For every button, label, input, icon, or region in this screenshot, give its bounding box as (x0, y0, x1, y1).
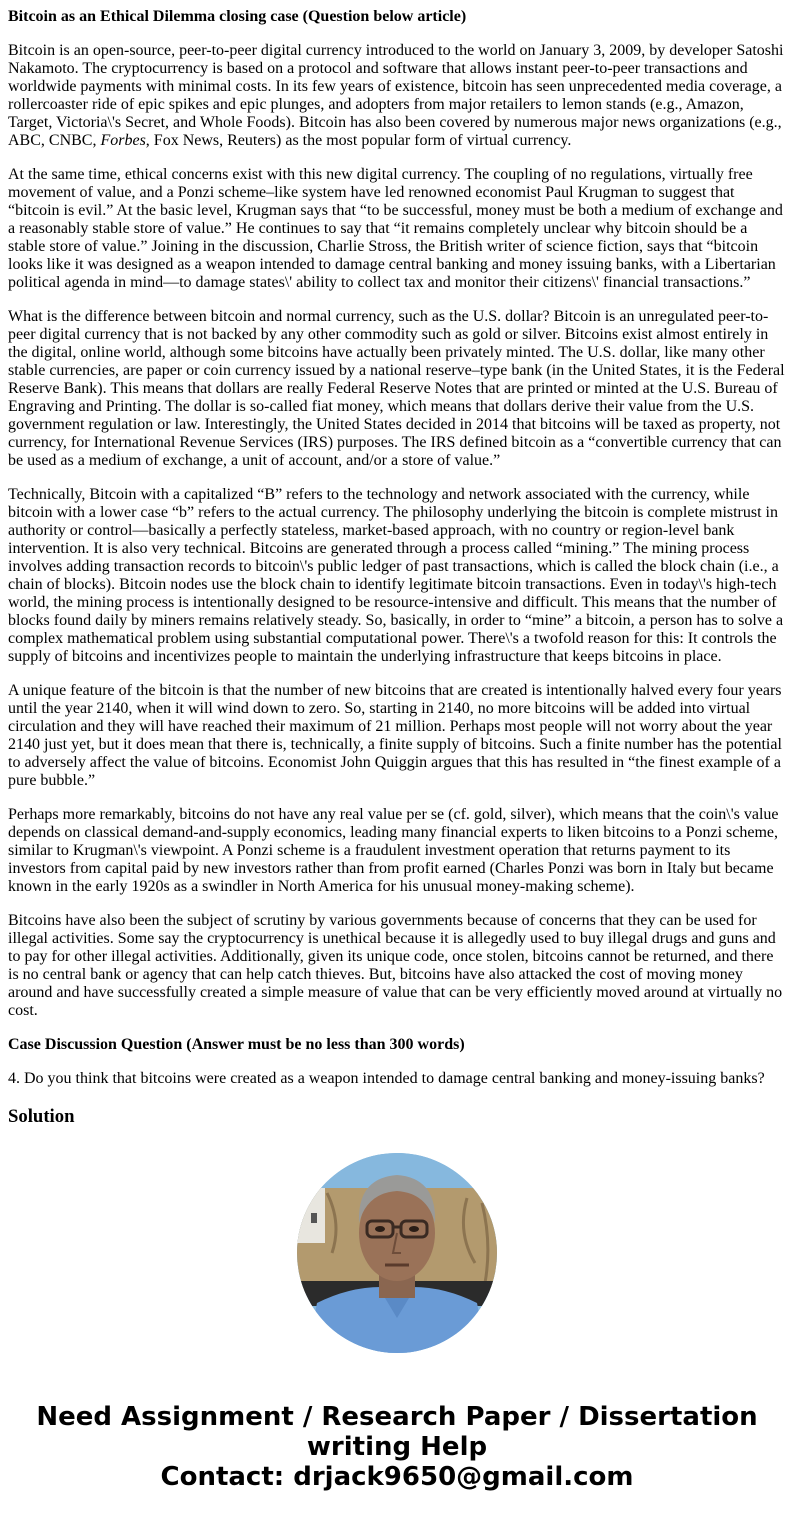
contact-banner (0, 1402, 794, 1492)
paragraph-difference: What is the difference between bitcoin and normal currency, such as the U.S. dollar? Bitcoin is an unregulated peer-to-peer digital currency that is not backed by any other commodity such as gold or silver. Bitcoins exist almost entirely in the digital, online world, although some bitcoins have actually been privately minted. The U.S. dollar, like many other stable currencies, are paper or coin currency issued by a national reserve–type bank (in the United States, it is the Federal Reserve Bank). This means that dollars are really Federal Reserve Notes that are printed or minted at the U.S. Bureau of Engraving and Printing. The dollar is so-called fiat money, which means that dollars derive their value from the U.S. government regulation or law. Interestingly, the United States decided in 2014 that bitcoins will be taxed as property, not currency, for International Revenue Services (IRS) purposes. The IRS defined bitcoin as a “convertible currency that can be used as a medium of exchange, a unit of account, and/or a store of value.” (8, 308, 785, 469)
italic-forbes: Forbes (100, 132, 146, 149)
article-title: Bitcoin as an Ethical Dilemma closing case (Question below article) (8, 8, 467, 25)
paragraph-intro (8, 42, 786, 150)
question-heading: Case Discussion Question (Answer must be no less than 300 words) (8, 1036, 465, 1053)
paragraph-supply: A unique feature of the bitcoin is that the number of new bitcoins that are created is intentionally halved every four years until the year 2140, when it will wind down to zero. So, starting in 2140, no more bitcoins will be added into virtual circulation and they will have reached their maximum of 21 million. Perhaps most people will not worry about the year 2140 just yet, but it does mean that there is, technically, a finite supply of bitcoins. Such a finite number has the potential to adversely affect the value of bitcoins. Economist John Quiggin argues that this has resulted in “the finest example of a pure bubble.” (8, 682, 782, 789)
paragraph-technical: Technically, Bitcoin with a capitalized “B” refers to the technology and network associated with the currency, while bitcoin with a lower case “b” refers to the actual currency. The philosophy underlying the bitcoin is complete mistrust in authority or control—basically a perfectly stateless, market-based approach, with no country or region-level bank intervention. It is also very technical. Bitcoins are generated through a process called “mining.” The mining process involves adding transaction records to bitcoin\'s public ledger of past transactions, which is called the block chain (i.e., a chain of blocks). Bitcoin nodes use the block chain to identify legitimate bitcoin transactions. Even in today\'s high-tech world, the mining process is intentionally designed to be resource-intensive and difficult. This means that the number of blocks found daily by miners remains relatively steady. So, basically, in order to “mine” a bitcoin, a person has to solve a complex mathematical problem using substantial computational power. There\'s a twofold reason for this: It controls the supply of bitcoins and incentivizes people to maintain the underlying infrastructure that keeps bitcoins in place. (8, 486, 784, 665)
banner-line-2: writing Help (306, 1432, 488, 1462)
avatar (297, 1153, 497, 1353)
solution-heading: Solution (8, 1106, 75, 1123)
person-photo-icon (297, 1153, 497, 1353)
question-text: 4. Do you think that bitcoins were created as a weapon intended to damage central banking and money-issuing banks? (8, 1070, 765, 1087)
paragraph-ethics: At the same time, ethical concerns exist with this new digital currency. The coupling of no regulations, virtually free movement of value, and a Ponzi scheme–like system have led renowned economist Paul Krugman to suggest that “bitcoin is evil.” At the basic level, Krugman says that “to be successful, money must be both a medium of exchange and a reasonably stable store of value.” He continues to say that “it remains completely unclear why bitcoin should be a stable store of value.” Joining in the discussion, Charlie Stross, the British writer of science fiction, says that “bitcoin looks like it was designed as a weapon intended to damage central banking and money issuing banks, with a Libertarian political agenda in mind—to damage states\' ability to collect tax and monitor their citizens\' financial transactions.” (8, 166, 783, 291)
banner-contact-email: Contact: drjack9650@gmail.com (160, 1462, 634, 1492)
paragraph-intro-text-end: , Fox News, Reuters) as the most popular form of virtual currency. (145, 132, 572, 149)
paragraph-intro-text: Bitcoin is an open-source, peer-to-peer digital currency introduced to the world on January 3, 2009, by developer Satoshi Nakamoto. The cryptocurrency is based on a protocol and software that allows instant peer-to-peer transactions and worldwide payments with minimal costs. In its few years of existence, bitcoin has seen unprecedented media coverage, a rollercoaster ride of epic spikes and epic plunges, and adopters from major retailers to lemon stands (e.g., Amazon, Target, Victoria\'s Secret, and Whole Foods). Bitcoin has also been covered by numerous major news organizations (e.g., ABC, CNBC, (8, 42, 784, 149)
banner-line-1: Need Assignment / Research Paper / Dissertation (36, 1402, 758, 1432)
paragraph-ponzi: Perhaps more remarkably, bitcoins do not have any real value per se (cf. gold, silver), which means that the coin\'s value depends on classical demand-and-supply economics, leading many financial experts to liken bitcoins to a Ponzi scheme, similar to Krugman\'s viewpoint. A Ponzi scheme is a fraudulent investment operation that returns payment to its investors from capital paid by new investors rather than from profit earned (Charles Ponzi was born in Italy but became known in the early 1920s as a swindler in North America for his unusual money-making scheme). (8, 806, 779, 895)
paragraph-scrutiny: Bitcoins have also been the subject of scrutiny by various governments because of concerns that they can be used for illegal activities. Some say the cryptocurrency is unethical because it is allegedly used to buy illegal drugs and guns and to pay for other illegal activities. Additionally, given its unique code, once stolen, bitcoins cannot be returned, and there is no central bank or agency that can help catch thieves. But, bitcoins have also attacked the cost of moving money around and have successfully created a simple measure of value that can be very efficiently moved around at virtually no cost. (8, 912, 783, 1019)
